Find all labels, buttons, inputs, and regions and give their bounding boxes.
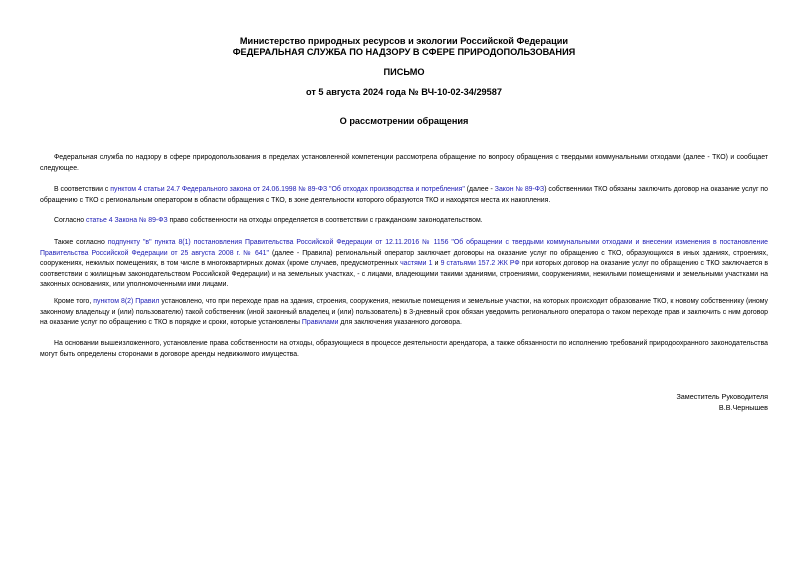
signatory-position: Заместитель Руководителя — [676, 392, 768, 401]
paragraph-text: Кроме того, — [54, 298, 94, 305]
paragraph-text: Также согласно — [54, 239, 108, 246]
paragraph-obligation — [40, 185, 768, 206]
link-law-89fz-article-24-7[interactable]: пунктом 4 статьи 24.7 Федерального закона от 24.06.1998 № 89-ФЗ "Об отходах производства и потребления" — [110, 186, 465, 193]
link-housing-code-part-1[interactable]: частями 1 — [400, 260, 433, 268]
signatory-name: В.В.Чернышев — [718, 403, 768, 412]
link-law-89fz[interactable]: Закон № 89-ФЗ — [494, 186, 545, 193]
document-subject: О рассмотрении обращения — [339, 116, 469, 126]
paragraph-text: право собственности на отходы определяется в соответствии с гражданским законодательством. — [167, 217, 483, 224]
paragraph-text: (далее - Правила) региональный оператор заключает договоры на оказание услуг по обращению с ТКО, образующихся в иных зданиях, строениях, сооружениях, нежилых помещениях, в том числе в многоквартирных домах (кроме случаев, предусмотренных — [40, 249, 768, 268]
paragraph-text: при которых договор на оказание услуг по обращению с ТКО заключается в соответствии с жилищным законодательством Российской Федерации) и на земельных участках, - с лицами, владеющими такими зданиями, строениями, сооружениями, нежилыми помещениями и земельными участками на законных основаниях, или уполномоченными ими лицами. — [40, 260, 768, 289]
paragraph-rules — [40, 238, 768, 291]
paragraph-text: ) собственники ТКО обязаны заключить договор на оказание услуг по обращению с ТКО с региональным оператором в области обращения с ТКО, в зоне деятельности которого образуются ТКО и находятся места их накопления. — [40, 186, 768, 204]
paragraph-text: установлено, что при переходе прав на здания, строения, сооружения, нежилые помещения и земельные участки, на которых происходит образование ТКО, к новому собственнику (иному законному владельцу и (или) пользователю) такой собственник (иной законный владелец и (или) пользователь) в 3-дневный срок обязан уведомить регионального оператора о таком переходе прав и заключить с ним договор на оказание услуг по обращению с ТКО в порядке и сроки, которые установлены — [40, 298, 768, 327]
paragraph-text: для заключения указанного договора. — [338, 319, 462, 327]
paragraph-text: (далее - — [464, 186, 495, 193]
link-government-decree-1156[interactable]: подпункту "в" пункта 8(1) постановления Правительства Российской Федерации от 12.11.2016 № 1156 "Об обращении с твердыми коммунальными отходами и внесении изменения в постановление Правительства Российской Федерации от 25 августа 2008 г. № 641" — [40, 239, 768, 257]
link-law-89fz-article-4[interactable]: статье 4 Закона № 89-ФЗ — [86, 217, 168, 224]
paragraph-conclusion: На основании вышеизложенного, установление права собственности на отходы, образующиеся в процессе деятельности арендатора, а также обязанности по исполнению требований природоохранного законодательства могут быть определены сторонами в договоре аренды недвижимого имущества. — [40, 340, 768, 358]
paragraph-text: и — [432, 260, 441, 268]
document-date-number: от 5 августа 2024 года № ВЧ-10-02-34/29587 — [306, 87, 502, 97]
paragraph-ownership — [40, 216, 768, 227]
link-rules-8-2[interactable]: пунктом 8(2) Правил — [93, 298, 160, 305]
document-type: ПИСЬМО — [383, 67, 425, 77]
paragraph-text: В соответствии с — [54, 186, 111, 193]
paragraph-text: Согласно — [54, 217, 87, 224]
paragraph-intro: Федеральная служба по надзору в сфере природопользования в пределах установленной компетенции рассмотрела обращение по вопросу обращения с твердыми коммунальными отходами (далее - ТКО) и сообщает следующее. — [40, 154, 768, 172]
link-rules[interactable]: Правилами — [301, 319, 339, 327]
service-name: ФЕДЕРАЛЬНАЯ СЛУЖБА ПО НАДЗОРУ В СФЕРЕ ПРИРОДОПОЛЬЗОВАНИЯ — [232, 47, 576, 57]
link-housing-code-article-157-2[interactable]: 9 статьями 157.2 ЖК РФ — [440, 260, 520, 268]
ministry-name: Министерство природных ресурсов и экологии Российской Федерации — [239, 36, 569, 46]
paragraph-transfer — [40, 297, 768, 329]
